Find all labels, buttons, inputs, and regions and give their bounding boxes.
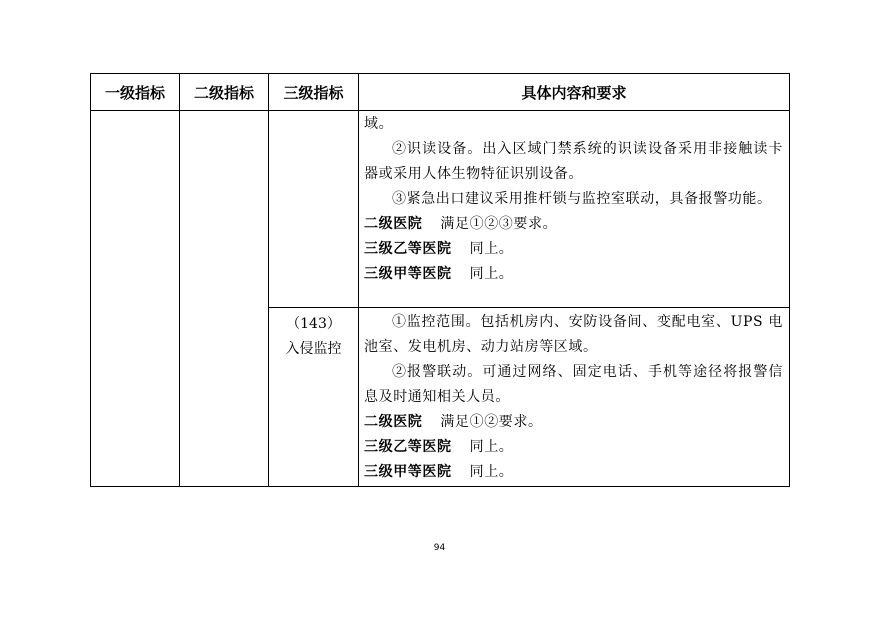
grade-line xyxy=(364,237,783,262)
level3-cell xyxy=(269,111,359,308)
item-3: ③紧急出口建议采用推杆锁与监控室联动，具备报警功能。 xyxy=(392,191,772,207)
header-content: 具体内容和要求 xyxy=(359,74,790,111)
grade-requirement: 同上。 xyxy=(469,266,514,282)
grade-level: 二级医院 xyxy=(364,414,423,430)
grade-requirement: 满足①②③要求。 xyxy=(440,216,558,232)
grade-requirement: 同上。 xyxy=(469,464,514,480)
grade-level: 三级甲等医院 xyxy=(364,464,452,480)
grade-level: 三级乙等医院 xyxy=(364,241,452,257)
header-level1: 一级指标 xyxy=(91,74,180,111)
header-level3: 三级指标 xyxy=(269,74,359,111)
level2-cell xyxy=(180,111,269,487)
grade-level: 三级甲等医院 xyxy=(364,266,452,282)
grade-line xyxy=(364,410,783,435)
grade-line xyxy=(364,435,783,460)
indicator-number: （143） xyxy=(286,316,341,332)
grade-requirement: 同上。 xyxy=(469,439,514,455)
level1-cell xyxy=(91,111,180,487)
grade-level: 二级医院 xyxy=(364,216,423,232)
grade-requirement: 满足①②要求。 xyxy=(440,414,543,430)
grade-level: 三级乙等医院 xyxy=(364,439,452,455)
table-row xyxy=(91,111,790,308)
item-2: ②识读设备。出入区域门禁系统的识读设备采用非接触读卡器或采用人体生物特征识别设备。 xyxy=(364,141,783,182)
table-header-row xyxy=(91,74,790,111)
page-number: 94 xyxy=(433,543,446,553)
indicator-table xyxy=(90,73,790,487)
item-1: ①监控范围。包括机房内、安防设备间、变配电室、UPS 电池室、发电机房、动力站房等区域。 xyxy=(364,314,783,355)
content-cell xyxy=(359,111,790,308)
content-cell xyxy=(359,308,790,487)
grade-line xyxy=(364,262,783,287)
header-level2: 二级指标 xyxy=(180,74,269,111)
indicator-name: 入侵监控 xyxy=(285,341,342,357)
grade-requirement: 同上。 xyxy=(469,241,514,257)
grade-line xyxy=(364,460,783,485)
item-2: ②报警联动。可通过网络、固定电话、手机等途径将报警信息及时通知相关人员。 xyxy=(364,364,783,405)
level3-cell xyxy=(269,308,359,487)
grade-line xyxy=(364,212,783,237)
continued-text: 域。 xyxy=(364,116,394,132)
